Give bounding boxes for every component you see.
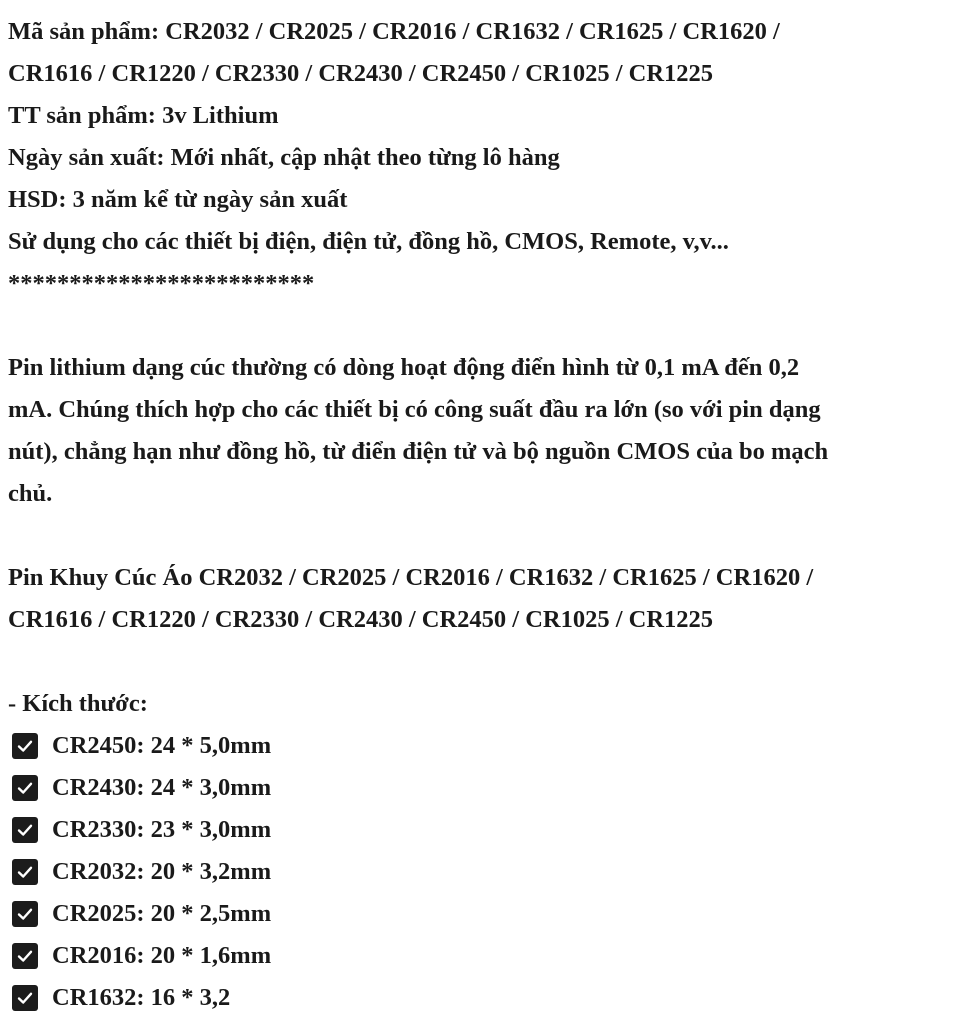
size-item [8, 809, 954, 851]
spec-line-type: TT sản phẩm: 3v Lithium [8, 102, 279, 129]
checkbox-checked-icon [12, 943, 38, 969]
size-item [8, 977, 954, 1019]
spec-line-usage: Sử dụng cho các thiết bị điện, điện tử, đồng hồ, CMOS, Remote, v,v... [8, 228, 729, 255]
size-heading: - Kích thước: [8, 690, 148, 717]
product-title [8, 557, 954, 641]
size-item [8, 851, 954, 893]
description-line: Pin lithium dạng cúc thường có dòng hoạt động điển hình từ 0,1 mA đến 0,2 [8, 354, 800, 381]
product-description [8, 11, 954, 1019]
size-item-label: CR2430: 24 * 3,0mm [52, 774, 272, 801]
size-item-label: CR2330: 23 * 3,0mm [52, 816, 272, 843]
checkbox-checked-icon [12, 733, 38, 759]
spacer [8, 641, 954, 683]
spec-line-product-codes-2: CR1616 / CR1220 / CR2330 / CR2430 / CR2450 / CR1025 / CR1225 [8, 60, 714, 87]
size-item [8, 893, 954, 935]
checkbox-checked-icon [12, 901, 38, 927]
spec-divider: ************************* [8, 270, 315, 297]
size-section [8, 683, 954, 1019]
size-item-label: CR1632: 16 * 3,2 [52, 984, 231, 1011]
checkbox-checked-icon [12, 985, 38, 1011]
size-item [8, 767, 954, 809]
size-item [8, 725, 954, 767]
size-item-label: CR2450: 24 * 5,0mm [52, 732, 272, 759]
spacer [8, 305, 954, 347]
size-item-label: CR2016: 20 * 1,6mm [52, 942, 272, 969]
spec-line-product-codes-1: Mã sản phẩm: CR2032 / CR2025 / CR2016 / CR1632 / CR1625 / CR1620 / [8, 18, 780, 45]
spec-line-manufacture-date: Ngày sản xuất: Mới nhất, cập nhật theo từng lô hàng [8, 144, 560, 171]
description-paragraph [8, 347, 954, 515]
spec-section [8, 11, 954, 305]
size-item [8, 935, 954, 977]
size-item-label: CR2032: 20 * 3,2mm [52, 858, 272, 885]
size-item-label: CR2025: 20 * 2,5mm [52, 900, 272, 927]
spec-line-expiry: HSD: 3 năm kể từ ngày sản xuất [8, 186, 348, 213]
description-line: mA. Chúng thích hợp cho các thiết bị có công suất đầu ra lớn (so với pin dạng [8, 396, 821, 423]
description-line: nút), chẳng hạn như đồng hồ, từ điển điện tử và bộ nguồn CMOS của bo mạch [8, 438, 829, 465]
checkbox-checked-icon [12, 817, 38, 843]
checkbox-checked-icon [12, 775, 38, 801]
checkbox-checked-icon [12, 859, 38, 885]
spacer [8, 515, 954, 557]
product-title-line: Pin Khuy Cúc Áo CR2032 / CR2025 / CR2016 / CR1632 / CR1625 / CR1620 / [8, 564, 814, 591]
product-title-line: CR1616 / CR1220 / CR2330 / CR2430 / CR2450 / CR1025 / CR1225 [8, 606, 714, 633]
description-line: chủ. [8, 480, 53, 507]
